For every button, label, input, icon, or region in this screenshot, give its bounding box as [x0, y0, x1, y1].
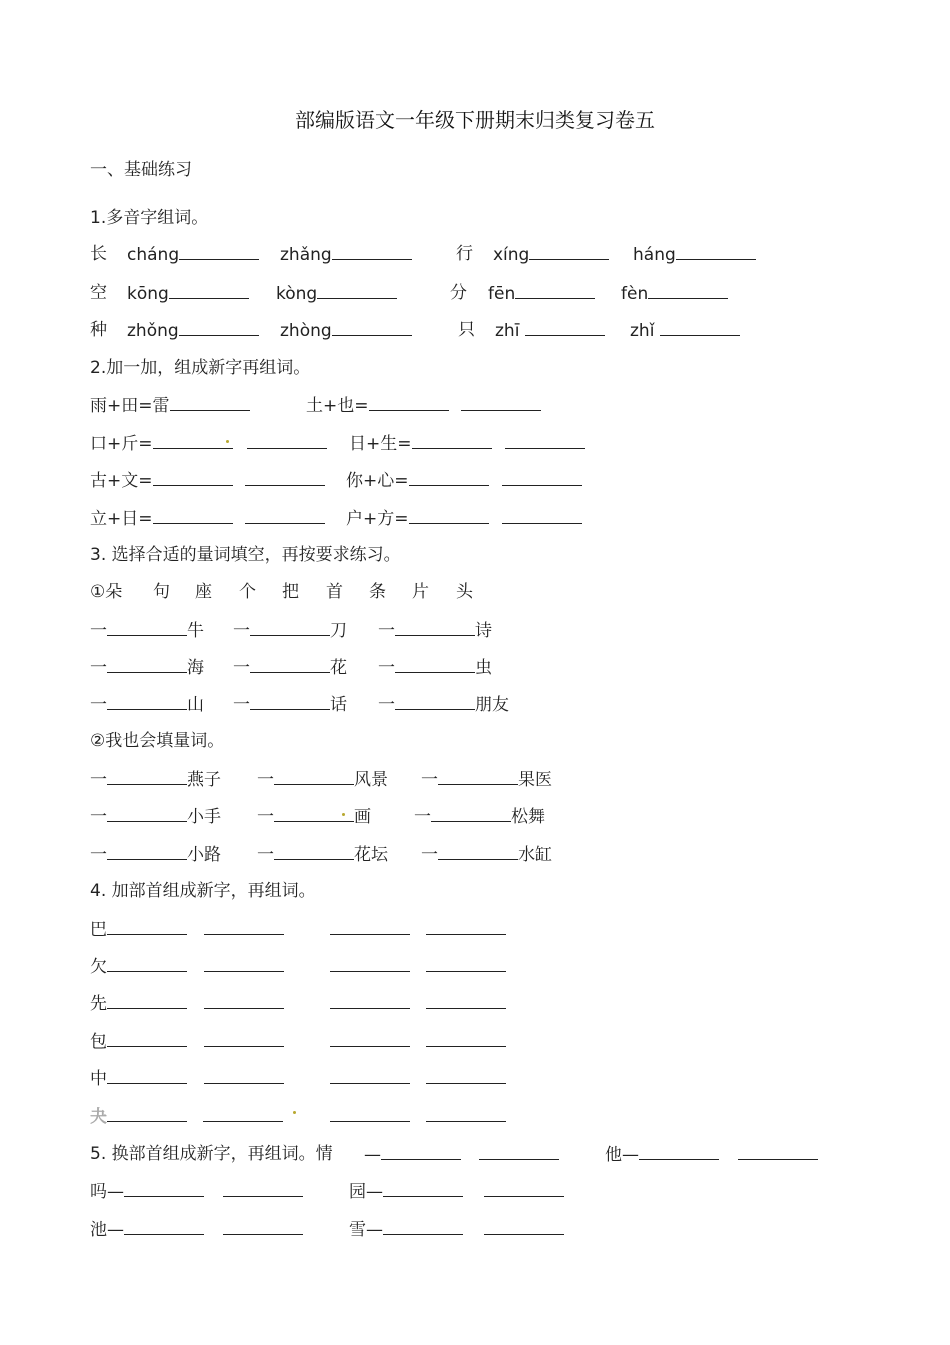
answer-blank[interactable] [204, 953, 284, 972]
answer-blank[interactable] [502, 505, 582, 524]
noun: 风景 [354, 770, 388, 790]
stray-dot [342, 813, 345, 816]
answer-blank[interactable] [479, 1141, 559, 1160]
yi-char: 一 [257, 807, 274, 827]
yi-char: 一 [257, 770, 274, 790]
answer-blank[interactable] [107, 990, 187, 1009]
yi-char: 一 [90, 695, 107, 715]
measure-word: 条 [369, 582, 386, 602]
pinyin: xíng [493, 245, 530, 265]
base-char: 欠 [90, 957, 107, 977]
yi-char: 一 [257, 845, 274, 865]
yi-char: 一 [378, 695, 395, 715]
answer-blank[interactable] [204, 916, 284, 935]
answer-blank[interactable] [330, 990, 410, 1009]
answer-blank[interactable] [525, 317, 605, 336]
answer-blank[interactable] [461, 392, 541, 411]
answer-blank[interactable] [529, 241, 609, 260]
answer-blank[interactable] [317, 280, 397, 299]
answer-blank[interactable] [332, 241, 412, 260]
answer-blank[interactable] [383, 1216, 463, 1235]
measure-word: 首 [326, 582, 343, 602]
equation: 户+方= [346, 509, 409, 529]
q1-char: 空 [90, 283, 107, 303]
answer-blank[interactable] [412, 430, 492, 449]
answer-blank[interactable] [107, 916, 187, 935]
equation: 立+日= [90, 509, 153, 529]
answer-blank[interactable] [330, 1065, 410, 1084]
answer-blank[interactable] [515, 280, 595, 299]
answer-blank[interactable] [395, 654, 475, 673]
pinyin: fēn [488, 284, 516, 304]
equation: 口+斤= [90, 434, 153, 454]
answer-blank[interactable] [426, 953, 506, 972]
measure-word: 片 [412, 582, 429, 602]
noun: 画 [354, 807, 371, 827]
noun: 虫 [475, 658, 492, 678]
stray-dot [226, 440, 229, 443]
q1-char: 种 [90, 320, 107, 340]
answer-blank[interactable] [204, 1065, 284, 1084]
pinyin: háng [633, 245, 676, 265]
q1-char: 行 [456, 244, 473, 264]
answer-blank[interactable] [395, 691, 475, 710]
answer-blank[interactable] [107, 803, 187, 822]
yi-char: 一 [90, 658, 107, 678]
answer-blank[interactable] [330, 953, 410, 972]
pinyin: cháng [127, 245, 180, 265]
answer-blank[interactable] [107, 841, 187, 860]
answer-blank[interactable] [426, 1103, 506, 1122]
answer-blank[interactable] [330, 1028, 410, 1047]
q1-heading: 1.多音字组词。 [90, 208, 209, 228]
answer-blank[interactable] [502, 467, 582, 486]
pinyin: zhǎng [280, 245, 332, 265]
answer-blank[interactable] [250, 691, 330, 710]
dash: — [364, 1145, 381, 1165]
yi-char: 一 [421, 770, 438, 790]
q4-heading: 4. 加部首组成新字，再组词。 [90, 881, 316, 901]
answer-blank[interactable] [426, 990, 506, 1009]
base-char: 巴 [90, 920, 107, 940]
base-char: 园— [349, 1182, 383, 1202]
equation: 土+也= [306, 396, 369, 416]
base-char: 池— [90, 1220, 124, 1240]
noun: 海 [187, 658, 204, 678]
noun: 山 [187, 695, 204, 715]
answer-blank[interactable] [648, 280, 728, 299]
noun: 刀 [330, 621, 347, 641]
answer-blank[interactable] [250, 617, 330, 636]
answer-blank[interactable] [153, 505, 233, 524]
answer-blank[interactable] [107, 766, 187, 785]
answer-blank[interactable] [204, 990, 284, 1009]
pinyin: zhǐ [630, 321, 655, 341]
answer-blank[interactable] [369, 392, 449, 411]
answer-blank[interactable] [107, 691, 187, 710]
base-char: 他— [605, 1145, 639, 1165]
base-char: 包 [90, 1032, 107, 1052]
pinyin: kòng [276, 284, 318, 304]
answer-blank[interactable] [426, 1028, 506, 1047]
noun: 小路 [187, 845, 221, 865]
noun: 小手 [187, 807, 221, 827]
answer-blank[interactable] [438, 766, 518, 785]
yi-char: 一 [414, 807, 431, 827]
q1-char: 只 [458, 320, 475, 340]
answer-blank[interactable] [330, 1103, 410, 1122]
answer-blank[interactable] [203, 1103, 283, 1122]
noun: 朋友 [475, 695, 509, 715]
answer-blank[interactable] [438, 841, 518, 860]
answer-blank[interactable] [107, 1103, 187, 1122]
base-char: 先 [90, 994, 107, 1014]
base-char: 雪— [349, 1220, 383, 1240]
pinyin: zhǒng [127, 321, 179, 341]
answer-blank[interactable] [107, 617, 187, 636]
equation: 雨+田=雷 [90, 396, 170, 416]
answer-blank[interactable] [247, 430, 327, 449]
measure-word: 头 [456, 582, 473, 602]
measure-word: 个 [239, 582, 256, 602]
q3-heading: 3. 选择合适的量词填空，再按要求练习。 [90, 545, 401, 565]
noun: 话 [330, 695, 347, 715]
answer-blank[interactable] [431, 803, 511, 822]
noun: 松舞 [511, 807, 545, 827]
yi-char: 一 [378, 621, 395, 641]
answer-blank[interactable] [179, 241, 259, 260]
answer-blank[interactable] [223, 1178, 303, 1197]
answer-blank[interactable] [274, 766, 354, 785]
answer-blank[interactable] [484, 1178, 564, 1197]
section-heading: 一、基础练习 [90, 160, 192, 180]
answer-blank[interactable] [179, 317, 259, 336]
answer-blank[interactable] [738, 1141, 818, 1160]
answer-blank[interactable] [426, 916, 506, 935]
answer-blank[interactable] [332, 317, 412, 336]
stray-dot [293, 1111, 296, 1114]
noun: 燕子 [187, 770, 221, 790]
answer-blank[interactable] [153, 467, 233, 486]
equation: 你+心= [346, 471, 409, 491]
answer-blank[interactable] [426, 1065, 506, 1084]
pinyin: zhī [495, 321, 520, 341]
answer-blank[interactable] [124, 1178, 204, 1197]
answer-blank[interactable] [245, 467, 325, 486]
measure-word: 座 [195, 582, 212, 602]
q3-sub-heading: ②我也会填量词。 [90, 731, 225, 751]
yi-char: 一 [90, 770, 107, 790]
yi-char: 一 [90, 621, 107, 641]
yi-char: 一 [421, 845, 438, 865]
answer-blank[interactable] [169, 280, 249, 299]
q1-char: 分 [450, 283, 467, 303]
noun: 花 [330, 658, 347, 678]
q1-char: 长 [90, 244, 107, 264]
yi-char: 一 [90, 845, 107, 865]
yi-char: 一 [378, 658, 395, 678]
pinyin: zhòng [280, 321, 332, 341]
answer-blank[interactable] [505, 430, 585, 449]
answer-blank[interactable] [250, 654, 330, 673]
measure-word: ①朵 [90, 582, 123, 602]
answer-blank[interactable] [395, 617, 475, 636]
yi-char: 一 [233, 695, 250, 715]
answer-blank[interactable] [245, 505, 325, 524]
noun: 花坛 [354, 845, 388, 865]
noun: 牛 [187, 621, 204, 641]
page-title: 部编版语文一年级下册期末归类复习卷五 [295, 108, 655, 132]
answer-blank[interactable] [660, 317, 740, 336]
answer-blank[interactable] [204, 1028, 284, 1047]
answer-blank[interactable] [383, 1178, 463, 1197]
pinyin: fèn [621, 284, 649, 304]
base-char: 中 [90, 1069, 107, 1089]
equation: 古+文= [90, 471, 153, 491]
answer-blank[interactable] [409, 505, 489, 524]
answer-blank[interactable] [330, 916, 410, 935]
answer-blank[interactable] [107, 654, 187, 673]
noun: 果医 [518, 770, 552, 790]
q2-heading: 2.加一加，组成新字再组词。 [90, 358, 311, 378]
noun: 水缸 [518, 845, 552, 865]
q5-heading: 5. 换部首组成新字，再组词。情 [90, 1144, 333, 1164]
measure-word: 把 [282, 582, 299, 602]
answer-blank[interactable] [107, 1065, 187, 1084]
answer-blank[interactable] [107, 953, 187, 972]
answer-blank[interactable] [223, 1216, 303, 1235]
yi-char: 一 [90, 807, 107, 827]
answer-blank[interactable] [639, 1141, 719, 1160]
answer-blank[interactable] [153, 430, 233, 449]
pinyin: kōng [127, 284, 169, 304]
yi-char: 一 [233, 658, 250, 678]
equation: 日+生= [349, 434, 412, 454]
answer-blank[interactable] [484, 1216, 564, 1235]
answer-blank[interactable] [409, 467, 489, 486]
answer-blank[interactable] [274, 841, 354, 860]
answer-blank[interactable] [381, 1141, 461, 1160]
yi-char: 一 [233, 621, 250, 641]
base-char: 夬 [90, 1107, 107, 1127]
base-char: 吗— [90, 1182, 124, 1202]
answer-blank[interactable] [107, 1028, 187, 1047]
answer-blank[interactable] [124, 1216, 204, 1235]
answer-blank[interactable] [676, 241, 756, 260]
measure-word: 句 [153, 582, 170, 602]
answer-blank[interactable] [170, 392, 250, 411]
noun: 诗 [475, 621, 492, 641]
